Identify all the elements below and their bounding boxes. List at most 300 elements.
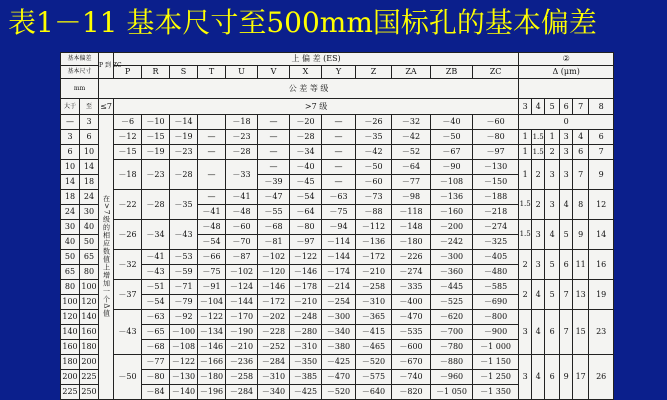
cell: －28 (226, 145, 258, 160)
unit-mm: mm (61, 79, 99, 99)
cell: －43 (142, 265, 170, 280)
cell: －23 (226, 130, 258, 145)
cell: －15 (142, 130, 170, 145)
cell: －65 (142, 325, 170, 340)
cell: －640 (356, 385, 392, 400)
cell: 50 (80, 235, 99, 250)
cell: －60 (226, 220, 258, 235)
cell: －42 (392, 130, 431, 145)
cell: －1 050 (431, 385, 473, 400)
cell: －19 (170, 130, 198, 145)
cell: －350 (290, 355, 322, 370)
cell: －53 (170, 250, 198, 265)
cell: 100 (80, 280, 99, 295)
cell: －92 (170, 310, 198, 325)
cell: 6 (61, 145, 80, 160)
cell: －10 (142, 115, 170, 130)
cell: 160 (80, 325, 99, 340)
cell: — (322, 145, 356, 160)
cell: －150 (473, 175, 519, 190)
cell: －41 (198, 205, 226, 220)
cell: －360 (431, 265, 473, 280)
cell: 1.5 (519, 220, 532, 250)
cell: －73 (356, 190, 392, 205)
cell: 9 (573, 220, 589, 250)
table-row (61, 310, 614, 325)
cell: －575 (356, 370, 392, 385)
cell: －70 (226, 235, 258, 250)
cell: 140 (80, 310, 99, 325)
cell: －77 (142, 355, 170, 370)
cell: －300 (322, 310, 356, 325)
cell: 3 (560, 160, 573, 190)
cell: －80 (290, 220, 322, 235)
cell: －740 (392, 370, 431, 385)
cell: －1 350 (473, 385, 519, 400)
cell: －136 (431, 190, 473, 205)
cell: 65 (80, 250, 99, 265)
to-label: 至 (80, 99, 99, 115)
cell: －26 (356, 115, 392, 130)
letter-ZC: ZC (473, 66, 519, 79)
cell: －310 (258, 370, 290, 385)
cell: 120 (61, 310, 80, 325)
cell: －55 (258, 205, 290, 220)
cell: －1 150 (473, 355, 519, 370)
cell: 9 (589, 160, 614, 190)
cell: －1 250 (473, 370, 519, 385)
cell: 120 (80, 295, 99, 310)
cell: 14 (80, 160, 99, 175)
cell: 13 (573, 280, 589, 310)
cell: －146 (290, 265, 322, 280)
cell: －54 (142, 295, 170, 310)
table-row (61, 250, 614, 265)
cell: －148 (392, 220, 431, 235)
cell: －60 (356, 175, 392, 190)
cell: －520 (322, 385, 356, 400)
cell: 10 (61, 160, 80, 175)
cell: －242 (431, 235, 473, 250)
cell: －32 (392, 115, 431, 130)
cell: －94 (322, 220, 356, 235)
cell: －380 (322, 340, 356, 355)
cell: 6 (573, 145, 589, 160)
cell: 80 (80, 265, 99, 280)
cell: 7 (573, 160, 589, 190)
letter-ZB: ZB (431, 66, 473, 79)
cell: 1 (519, 130, 532, 145)
cell: －415 (356, 325, 392, 340)
cell: — (322, 175, 356, 190)
cell: 2 (519, 280, 532, 310)
cell: 24 (61, 205, 80, 220)
cell: 50 (61, 250, 80, 265)
cell: — (198, 130, 226, 145)
cell: －114 (322, 235, 356, 250)
cell: 65 (61, 265, 80, 280)
cell: — (198, 190, 226, 205)
cell: －45 (290, 175, 322, 190)
cell: －144 (226, 295, 258, 310)
cell: －37 (114, 280, 142, 310)
cell: 100 (61, 295, 80, 310)
cell: －43 (114, 310, 142, 355)
gt-label: 大于 (61, 99, 80, 115)
cell: －40 (431, 115, 473, 130)
cell: — (322, 115, 356, 130)
letter-T: T (198, 66, 226, 79)
cell: －620 (431, 310, 473, 325)
corner-label: 基本偏差 (61, 53, 99, 66)
cell: －670 (392, 355, 431, 370)
cell: －122 (170, 355, 198, 370)
table-row (61, 160, 614, 175)
cell (198, 115, 226, 130)
cell: 16 (589, 250, 614, 280)
cell: 3 (560, 145, 573, 160)
delta-label: Δ (μm) (519, 66, 614, 79)
cell: －97 (290, 235, 322, 250)
cell: — (258, 145, 290, 160)
cell: －900 (473, 325, 519, 340)
cell: －274 (392, 265, 431, 280)
cell: 4 (532, 280, 545, 310)
cell: 180 (61, 355, 80, 370)
grade-8: 8 (589, 99, 614, 115)
cell: 23 (589, 310, 614, 355)
cell: 2 (532, 190, 545, 220)
cell: 17 (573, 355, 589, 400)
cell: －84 (142, 385, 170, 400)
cell: －188 (473, 190, 519, 205)
cell: 4 (573, 130, 589, 145)
cell: －600 (392, 340, 431, 355)
cell: －465 (356, 340, 392, 355)
cell: －228 (258, 325, 290, 340)
cell: －102 (226, 265, 258, 280)
cell: －258 (356, 280, 392, 295)
cell: －385 (290, 370, 322, 385)
cell: －124 (226, 280, 258, 295)
cell: －130 (473, 160, 519, 175)
cell: －196 (198, 385, 226, 400)
cell: 14 (61, 175, 80, 190)
cell: －470 (392, 310, 431, 325)
cell: 30 (80, 205, 99, 220)
cell: －274 (473, 220, 519, 235)
cell: －248 (290, 310, 322, 325)
cell: －87 (226, 250, 258, 265)
cell: －28 (142, 190, 170, 220)
cell: －104 (198, 295, 226, 310)
cell: 7 (589, 145, 614, 160)
cell: －66 (198, 250, 226, 265)
cell: －425 (290, 385, 322, 400)
letter-Y: Y (322, 66, 356, 79)
cell: 4 (532, 310, 545, 355)
table-row (61, 220, 614, 235)
cell: －75 (198, 265, 226, 280)
cell: 7 (560, 280, 573, 310)
cell: 1.5 (532, 130, 545, 145)
cell: 0 (519, 115, 614, 130)
cell: 200 (61, 370, 80, 385)
cell: －690 (473, 295, 519, 310)
size-label: 基本尺寸 (61, 66, 99, 79)
grade-4: 4 (532, 99, 545, 115)
cell: －54 (290, 190, 322, 205)
cell: －28 (170, 160, 198, 190)
cell: 6 (80, 130, 99, 145)
cell: －258 (226, 370, 258, 385)
cell: －445 (431, 280, 473, 295)
cell: －174 (322, 265, 356, 280)
deviation-table (60, 52, 614, 400)
cell: 2 (519, 250, 532, 280)
cell: －22 (114, 190, 142, 220)
cell: －210 (226, 340, 258, 355)
cell: －47 (258, 190, 290, 205)
cell: －960 (431, 370, 473, 385)
cell: －214 (322, 280, 356, 295)
cell: 1 (545, 130, 560, 145)
cell: 6 (560, 250, 573, 280)
cell: －39 (258, 175, 290, 190)
cell: －108 (170, 340, 198, 355)
cell: 1.5 (519, 190, 532, 220)
cell: －136 (356, 235, 392, 250)
letter-V: V (258, 66, 290, 79)
cell: －134 (198, 325, 226, 340)
cell: －77 (392, 175, 431, 190)
cell: －470 (322, 370, 356, 385)
slide-title: 表1－11 基本尺寸至500mm国标孔的基本偏差 (8, 6, 597, 39)
cell: －54 (198, 235, 226, 250)
p-to-zc-label: P 到 ZC (99, 53, 114, 79)
cell: －520 (356, 355, 392, 370)
cell: －300 (431, 250, 473, 265)
cell: －50 (356, 160, 392, 175)
cell: 1.5 (532, 145, 545, 160)
cell: －284 (258, 355, 290, 370)
cell: －48 (198, 220, 226, 235)
cell: －28 (290, 130, 322, 145)
cell: －284 (226, 385, 258, 400)
cell: －146 (198, 340, 226, 355)
cell: 12 (589, 190, 614, 220)
cell: －26 (114, 220, 142, 250)
cell: －51 (142, 280, 170, 295)
cell: －90 (431, 160, 473, 175)
cell: 8 (573, 190, 589, 220)
cell: －34 (290, 145, 322, 160)
cell: 160 (61, 340, 80, 355)
cell: －210 (290, 295, 322, 310)
cell: 15 (573, 310, 589, 355)
cell: 6 (545, 355, 560, 400)
cell: — (258, 115, 290, 130)
cell: －12 (114, 130, 142, 145)
cell: －340 (322, 325, 356, 340)
cell: －91 (198, 280, 226, 295)
cell: 18 (61, 190, 80, 205)
cell: 2 (532, 160, 545, 190)
cell: －63 (322, 190, 356, 205)
cell: 7 (560, 310, 573, 355)
vertical-note: 在>7级的相应数值上增加一个Δ值 (99, 115, 114, 400)
table-row (61, 130, 614, 145)
cell: 10 (80, 145, 99, 160)
cell: 3 (560, 130, 573, 145)
cell: －236 (226, 355, 258, 370)
cell: 14 (589, 220, 614, 250)
cell: 1 (519, 160, 532, 190)
cell: 3 (519, 310, 532, 355)
cell: －71 (170, 280, 198, 295)
cell: －67 (431, 145, 473, 160)
table-row (61, 190, 614, 205)
cell: －97 (473, 145, 519, 160)
cell: －98 (392, 190, 431, 205)
cell: 18 (80, 175, 99, 190)
letter-S: S (170, 66, 198, 79)
cell: －64 (290, 205, 322, 220)
cell: －80 (473, 130, 519, 145)
cell: －178 (290, 280, 322, 295)
letter-ZA: ZA (392, 66, 431, 79)
cell: 140 (61, 325, 80, 340)
cell: －310 (356, 295, 392, 310)
cell: 9 (560, 355, 573, 400)
cell: — (322, 160, 356, 175)
cell: －585 (473, 280, 519, 295)
cell: 30 (61, 220, 80, 235)
le7-label: ≤7 (99, 99, 114, 115)
cell: －780 (431, 340, 473, 355)
cell: －800 (473, 310, 519, 325)
cell: －18 (114, 160, 142, 190)
cell: －820 (392, 385, 431, 400)
cell: 250 (80, 385, 99, 400)
cell: 200 (80, 355, 99, 370)
cell: －210 (356, 265, 392, 280)
cell: －405 (473, 250, 519, 265)
cell: －35 (356, 130, 392, 145)
cell: 3 (532, 220, 545, 250)
table-row (61, 145, 614, 160)
cell: －226 (392, 250, 431, 265)
cell: －23 (142, 160, 170, 190)
cell: －48 (226, 205, 258, 220)
cell: －20 (290, 115, 322, 130)
cell: －880 (431, 355, 473, 370)
cell: －700 (431, 325, 473, 340)
cell: －75 (322, 205, 356, 220)
cell: －40 (290, 160, 322, 175)
cell: －42 (356, 145, 392, 160)
cell: －100 (170, 325, 198, 340)
cell: －144 (322, 250, 356, 265)
cell: — (258, 130, 290, 145)
cell: 6 (545, 310, 560, 355)
cell: －122 (290, 250, 322, 265)
cell: －180 (198, 370, 226, 385)
grade-3: 3 (519, 99, 532, 115)
cell: －14 (170, 115, 198, 130)
letter-P: P (114, 66, 142, 79)
letter-R: R (142, 66, 170, 79)
cell: －80 (142, 370, 170, 385)
cell: －112 (356, 220, 392, 235)
cell: 40 (61, 235, 80, 250)
cell: — (198, 145, 226, 160)
cell: 5 (545, 280, 560, 310)
cell: －1 000 (473, 340, 519, 355)
cell: －79 (170, 295, 198, 310)
cell: 19 (589, 280, 614, 310)
cell: －118 (392, 205, 431, 220)
cell: －325 (473, 235, 519, 250)
letter-U: U (226, 66, 258, 79)
cell: 225 (61, 385, 80, 400)
cell: 3 (80, 115, 99, 130)
cell: －68 (258, 220, 290, 235)
cell: 180 (80, 340, 99, 355)
cell: — (258, 160, 290, 175)
cell: －32 (114, 250, 142, 280)
cell: 6 (589, 130, 614, 145)
grade-6: 6 (560, 99, 573, 115)
cell: －102 (258, 250, 290, 265)
cell: 5 (560, 220, 573, 250)
cell: －41 (142, 250, 170, 265)
grade-7: 7 (573, 99, 589, 115)
cell: －160 (431, 205, 473, 220)
cell: －6 (114, 115, 142, 130)
cell: －60 (473, 115, 519, 130)
cell: －50 (431, 130, 473, 145)
cell: — (322, 130, 356, 145)
cell: －202 (258, 310, 290, 325)
cell: －108 (431, 175, 473, 190)
cell: －52 (392, 145, 431, 160)
cell: －23 (170, 145, 198, 160)
cell: －35 (170, 190, 198, 220)
cell: 24 (80, 190, 99, 205)
deviation-table-scan (60, 52, 613, 400)
cell: －18 (226, 115, 258, 130)
cell: 3 (519, 355, 532, 400)
cell: －50 (114, 355, 142, 400)
cell: －19 (142, 145, 170, 160)
cell: －190 (226, 325, 258, 340)
cell: －120 (258, 265, 290, 280)
cell: －425 (322, 355, 356, 370)
cell: －170 (226, 310, 258, 325)
cell: 3 (532, 250, 545, 280)
cell: －43 (170, 220, 198, 250)
cell: －63 (142, 310, 170, 325)
table-row (61, 280, 614, 295)
cell: －340 (258, 385, 290, 400)
table-row (61, 115, 614, 130)
cell: －365 (356, 310, 392, 325)
delta-number: ② (519, 53, 614, 66)
cell: 5 (545, 250, 560, 280)
cell: －310 (290, 340, 322, 355)
cell: 4 (560, 190, 573, 220)
